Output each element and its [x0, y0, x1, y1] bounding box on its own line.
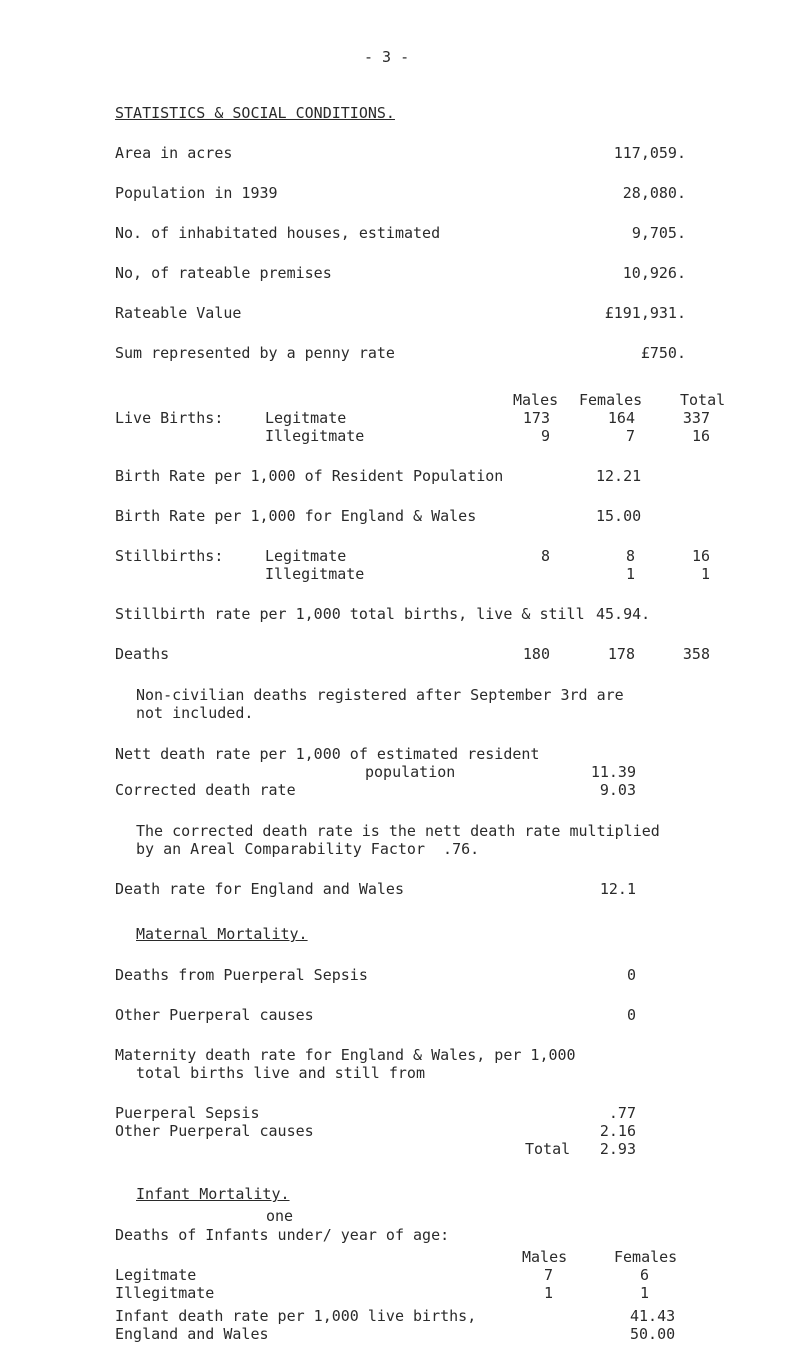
- deaths-note: Non-civilian deaths registered after September 3rd are: [136, 686, 624, 704]
- stat-value: 117,059.: [613, 144, 686, 162]
- illegit-total: 16: [691, 427, 710, 445]
- illegitimate-label: Illegitmate: [265, 427, 365, 445]
- maternal-heading: Maternal Mortality.: [136, 925, 308, 943]
- ew-sepsis-label: Puerperal Sepsis: [115, 1104, 260, 1122]
- still-illegitimate-label: Illegitmate: [265, 565, 365, 583]
- explanation-cont: by an Areal Comparability Factor .76.: [136, 840, 480, 858]
- maternal-total-value: 2.93: [599, 1140, 636, 1158]
- infant-legit-males: 7: [544, 1266, 554, 1284]
- deaths-males: 180: [522, 645, 550, 663]
- stat-value: £750.: [640, 344, 686, 362]
- stat-label: No, of rateable premises: [115, 264, 332, 282]
- ew-sepsis-value: .77: [608, 1104, 636, 1122]
- infant-legit-females: 6: [640, 1266, 650, 1284]
- infant-rate-ew-value: 50.00: [630, 1325, 676, 1343]
- legit-females: 164: [607, 409, 635, 427]
- illegit-females: 7: [625, 427, 635, 445]
- infant-illegit-label: Illegitmate: [115, 1284, 215, 1302]
- infant-legit-label: Legitmate: [115, 1266, 197, 1284]
- legit-total: 337: [682, 409, 710, 427]
- maternity-rate-ew-label-cont: total births live and still from: [136, 1064, 425, 1082]
- puerperal-sepsis-value: 0: [626, 966, 636, 984]
- still-legit-females: 8: [625, 547, 635, 565]
- males-header: Males: [513, 391, 559, 409]
- stat-label: Population in 1939: [115, 184, 278, 202]
- explanation: The corrected death rate is the nett death rate multiplied: [136, 822, 660, 840]
- nett-death-rate-value: 11.39: [590, 763, 636, 781]
- infant-rate-value: 41.43: [630, 1307, 676, 1325]
- deaths-females: 178: [607, 645, 635, 663]
- death-rate-ew-label: Death rate for England and Wales: [115, 880, 404, 898]
- maternity-rate-ew-label: Maternity death rate for England & Wales, per 1,000: [115, 1046, 576, 1064]
- birth-rate-value: 12.21: [596, 467, 642, 485]
- still-illegit-females: 1: [625, 565, 635, 583]
- infant-deaths-label: Deaths of Infants under/ year of age:: [115, 1226, 450, 1244]
- stat-label: No. of inhabitated houses, estimated: [115, 224, 441, 242]
- birth-rate-label: Birth Rate per 1,000 of Resident Population: [115, 467, 504, 485]
- other-puerperal-label: Other Puerperal causes: [115, 1006, 314, 1024]
- stat-value: 10,926.: [622, 264, 686, 282]
- stillbirth-rate-value: 45.94.: [596, 605, 651, 623]
- ew-other-value: 2.16: [599, 1122, 636, 1140]
- nett-death-rate-label: Nett death rate per 1,000 of estimated resident: [115, 745, 540, 763]
- still-illegit-total: 1: [700, 565, 710, 583]
- infant-females-header: Females: [614, 1248, 678, 1266]
- stat-value: 9,705.: [631, 224, 686, 242]
- deaths-label: Deaths: [115, 645, 170, 663]
- maternal-total-label: Total: [525, 1140, 571, 1158]
- infant-heading: Infant Mortality.: [136, 1185, 290, 1203]
- infant-rate-label: Infant death rate per 1,000 live births,: [115, 1307, 477, 1325]
- one-insert: one: [266, 1207, 294, 1225]
- corrected-death-rate-label: Corrected death rate: [115, 781, 296, 799]
- stat-value: 28,080.: [622, 184, 686, 202]
- death-rate-ew-value: 12.1: [599, 880, 636, 898]
- stillbirth-rate-label: Stillbirth rate per 1,000 total births, live & still: [115, 605, 585, 623]
- still-legit-males: 8: [540, 547, 550, 565]
- deaths-note-cont: not included.: [136, 704, 254, 722]
- illegit-males: 9: [540, 427, 550, 445]
- stat-label: Rateable Value: [115, 304, 242, 322]
- legit-males: 173: [522, 409, 550, 427]
- puerperal-sepsis-label: Deaths from Puerperal Sepsis: [115, 966, 368, 984]
- females-header: Females: [579, 391, 643, 409]
- stat-label: Sum represented by a penny rate: [115, 344, 395, 362]
- page-number: - 3 -: [364, 48, 410, 66]
- live-births-label: Live Births:: [115, 409, 224, 427]
- ew-other-label: Other Puerperal causes: [115, 1122, 314, 1140]
- stat-label: Area in acres: [115, 144, 233, 162]
- total-header: Total: [680, 391, 726, 409]
- infant-illegit-females: 1: [640, 1284, 650, 1302]
- stat-value: £191,931.: [604, 304, 686, 322]
- infant-illegit-males: 1: [544, 1284, 554, 1302]
- nett-death-rate-label-cont: population: [365, 763, 456, 781]
- birth-rate-ew-value: 15.00: [596, 507, 642, 525]
- legitimate-label: Legitmate: [265, 409, 347, 427]
- corrected-death-rate-value: 9.03: [599, 781, 636, 799]
- birth-rate-ew-label: Birth Rate per 1,000 for England & Wales: [115, 507, 477, 525]
- page-title: STATISTICS & SOCIAL CONDITIONS.: [115, 104, 395, 122]
- stillbirths-label: Stillbirths:: [115, 547, 224, 565]
- other-puerperal-value: 0: [626, 1006, 636, 1024]
- infant-males-header: Males: [522, 1248, 568, 1266]
- deaths-total: 358: [682, 645, 710, 663]
- still-legitimate-label: Legitmate: [265, 547, 347, 565]
- infant-rate-ew-label: England and Wales: [115, 1325, 269, 1343]
- still-legit-total: 16: [691, 547, 710, 565]
